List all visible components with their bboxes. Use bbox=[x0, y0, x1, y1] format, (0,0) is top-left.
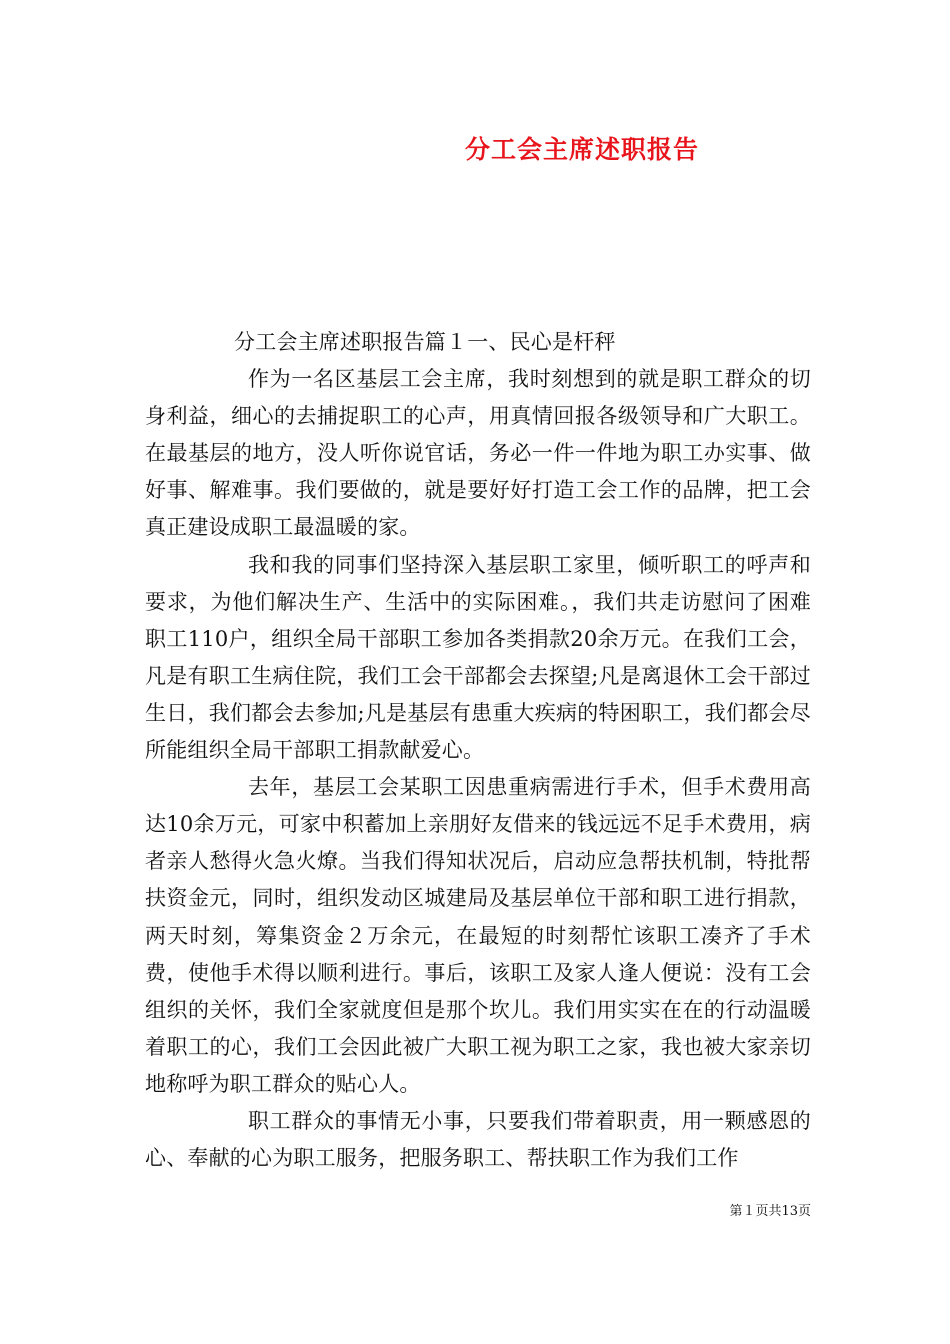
page-number: 第１页共13页 bbox=[729, 1204, 811, 1219]
paragraph-3: 去年，基层工会某职工因患重病需进行手术，但手术费用高达10余万元，可家中积蓄加上亲朋好友借来的钱远远不足手术费用，病者亲人愁得火急火燎。当我们得知状况后，启动应急帮扶机制，特批帮扶资金元，同时，组织发动区城建局及基层单位干部和职工进行捐款，两天时刻，筹集资金２万余元，在最短的时刻帮忙该职工凑齐了手术费，使他手术得以顺利进行。事后，该职工及家人逢人便说：没有工会组织的关怀，我们全家就度但是那个坎儿。我们用实实在在的行动温暖着职工的心，我们工会因此被广大职工视为职工之家，我也被大家亲切地称呼为职工群众的贴心人。 bbox=[145, 775, 811, 1096]
document-body bbox=[145, 324, 811, 1177]
paragraph-4: 职工群众的事情无小事，只要我们带着职责，用一颗感恩的心、奉献的心为职工服务，把服务职工、帮扶职工作为我们工作 bbox=[145, 1108, 811, 1171]
paragraph-1: 作为一名区基层工会主席，我时刻想到的就是职工群众的切身利益，细心的去捕捉职工的心声，用真情回报各级领导和广大职工。在最基层的地方，没人听你说官话，务必一件一件地为职工办实事、做好事、解难事。我们要做的，就是要好好打造工会工作的品牌，把工会真正建设成职工最温暖的家。 bbox=[145, 367, 811, 540]
page-title: 分工会主席述职报告 bbox=[464, 135, 699, 164]
section-heading: 分工会主席述职报告篇１一、民心是杆秤 bbox=[234, 330, 616, 354]
paragraph-2: 我和我的同事们坚持深入基层职工家里，倾听职工的呼声和要求，为他们解决生产、生活中的实际困难。，我们共走访慰问了困难职工110户，组织全局干部职工参加各类捐款20余万元。在我们工会，凡是有职工生病住院，我们工会干部都会去探望;凡是离退休工会干部过生日，我们都会去参加;凡是基层有患重大疾病的特困职工，我们都会尽所能组织全局干部职工捐款献爱心。 bbox=[145, 552, 811, 763]
